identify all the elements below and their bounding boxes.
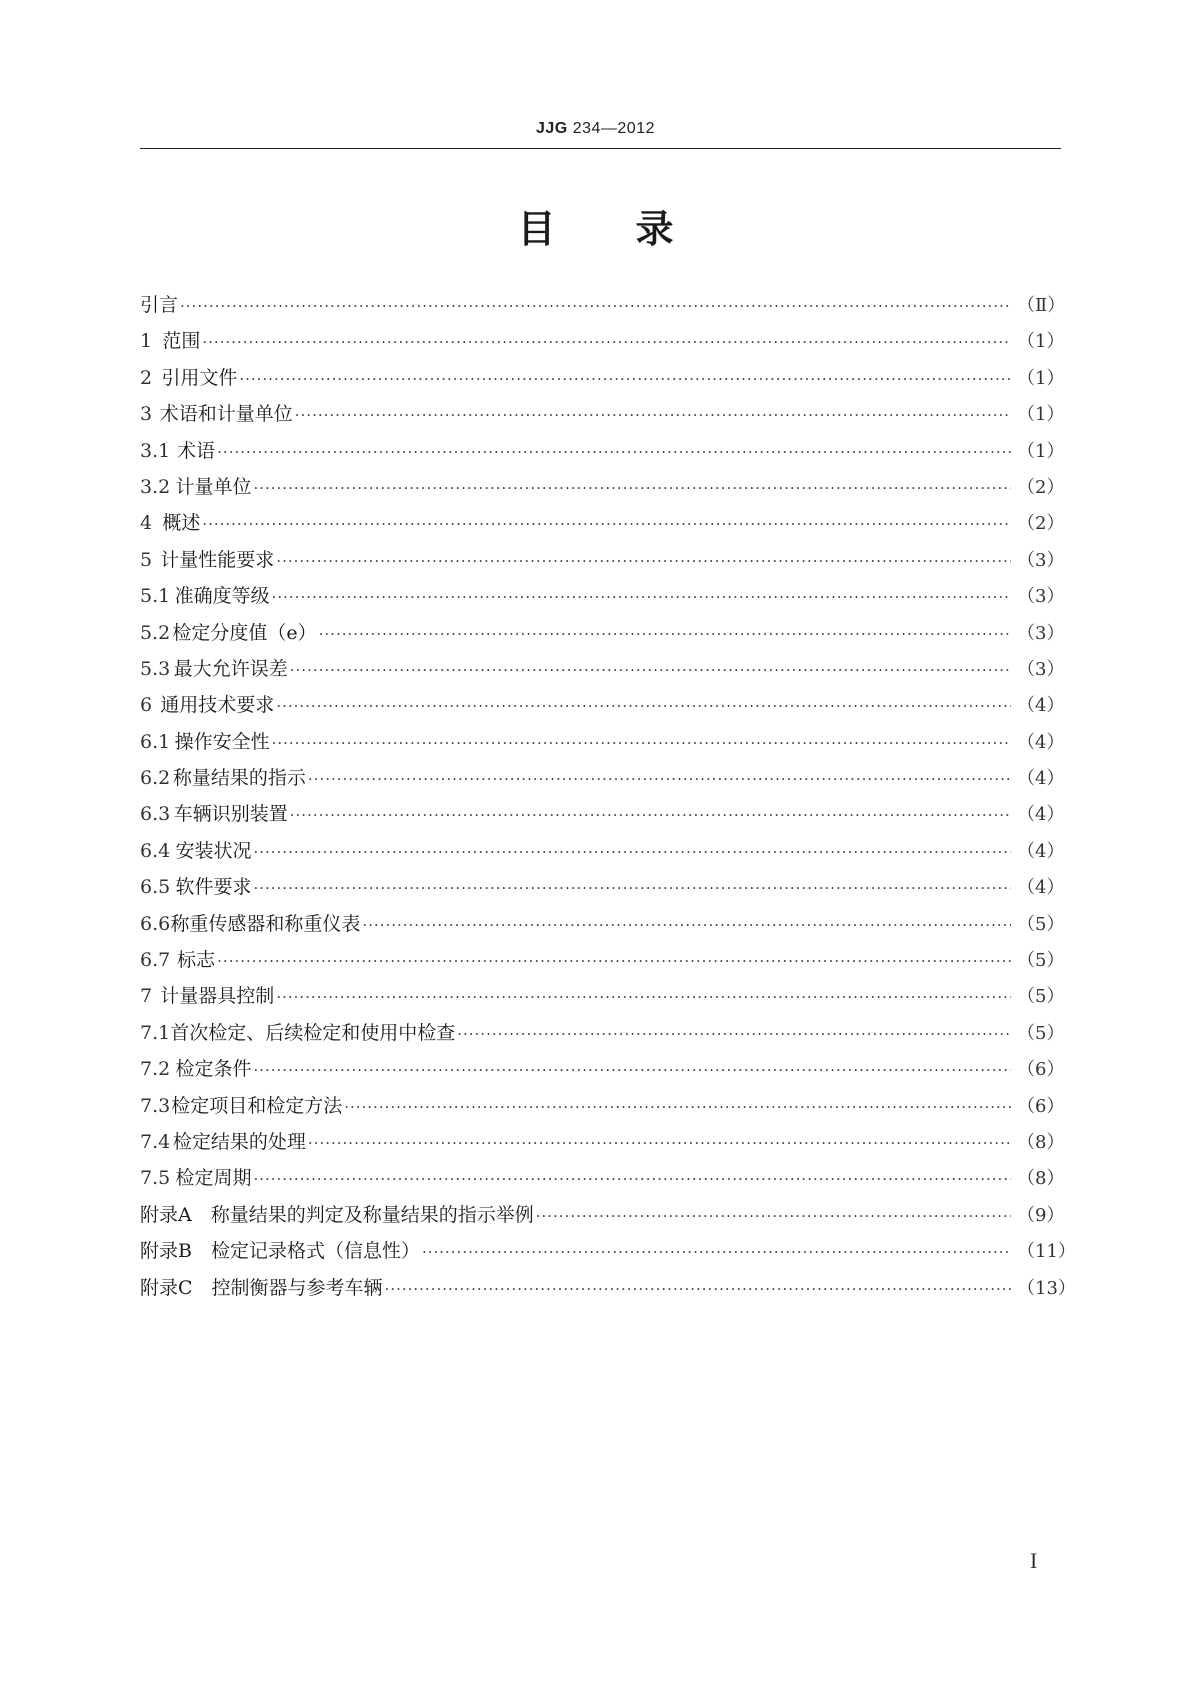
toc-entry-label: 首次检定、后续检定和使用中检查 xyxy=(170,1021,456,1044)
toc-entry[interactable] xyxy=(140,469,1065,505)
toc-entry[interactable] xyxy=(140,724,1065,760)
toc-entry-label: 软件要求 xyxy=(175,876,252,899)
toc-entry-label: 检定结果的处理 xyxy=(172,1130,306,1153)
toc-entry-label: 附录A 称量结果的判定及称量结果的指示举例 xyxy=(140,1203,534,1226)
toc-entry-label: 准确度等级 xyxy=(174,585,270,608)
toc-entry-page: （5） xyxy=(1017,950,1065,972)
toc-entry-page: （8） xyxy=(1017,1168,1065,1190)
toc-entry-page: （4） xyxy=(1017,840,1065,862)
toc-entry-label: 安装状况 xyxy=(175,839,252,862)
dot-leader xyxy=(272,579,1011,615)
dot-leader xyxy=(308,1125,1011,1161)
toc-entry[interactable] xyxy=(140,978,1065,1014)
toc-entry[interactable] xyxy=(140,1197,1065,1233)
dot-leader xyxy=(290,652,1011,688)
dot-leader xyxy=(276,688,1011,724)
toc-entry-label: 概述 xyxy=(162,512,201,535)
toc-entry-number: 6 xyxy=(140,694,153,717)
toc-entry-number: 5 xyxy=(140,548,153,571)
toc-entry-label: 标志 xyxy=(177,949,216,972)
dot-leader xyxy=(202,324,1011,360)
toc-entry-number: 4 xyxy=(140,512,153,535)
toc-entry-page: （6） xyxy=(1017,1095,1065,1117)
dot-leader xyxy=(180,288,1011,324)
toc-entry-page: （11） xyxy=(1017,1241,1076,1263)
toc-entry[interactable] xyxy=(140,287,1066,323)
table-of-contents xyxy=(140,287,1076,1306)
dot-leader xyxy=(290,797,1011,833)
dot-leader xyxy=(422,1234,1011,1270)
toc-entry-number: 5.2 xyxy=(140,621,171,644)
dot-leader xyxy=(308,761,1011,797)
toc-entry-page: （8） xyxy=(1017,1131,1065,1153)
toc-entry-number: 3.1 xyxy=(140,439,171,462)
toc-entry-number: 6.3 xyxy=(140,803,171,826)
toc-entry-label: 引用文件 xyxy=(161,366,238,389)
dot-leader xyxy=(536,1198,1011,1234)
toc-entry-label: 称量结果的指示 xyxy=(172,767,306,790)
toc-entry-label: 术语 xyxy=(177,439,216,462)
toc-entry-page: （5） xyxy=(1017,986,1065,1008)
toc-entry-page: （2） xyxy=(1017,476,1065,498)
toc-entry-page: （5） xyxy=(1017,1022,1065,1044)
dot-leader xyxy=(295,397,1011,433)
toc-entry-page: （4） xyxy=(1017,768,1065,790)
toc-entry[interactable] xyxy=(140,760,1065,796)
toc-entry[interactable] xyxy=(140,1270,1076,1306)
toc-entry-number: 6.5 xyxy=(140,876,171,899)
toc-entry-label: 检定项目和检定方法 xyxy=(171,1094,343,1117)
toc-entry-label: 术语和计量单位 xyxy=(159,403,293,426)
toc-entry-number: 3.2 xyxy=(140,475,171,498)
dot-leader xyxy=(202,506,1011,542)
toc-entry-page: （3） xyxy=(1017,586,1065,608)
toc-entry-page: （1） xyxy=(1017,367,1065,389)
toc-entry[interactable] xyxy=(140,942,1065,978)
page-title: 目录 xyxy=(517,207,754,251)
toc-entry-page: （2） xyxy=(1017,513,1065,535)
toc-entry[interactable] xyxy=(140,360,1065,396)
toc-entry-number: 7.4 xyxy=(140,1130,171,1153)
toc-entry[interactable] xyxy=(140,1015,1065,1051)
toc-entry-number: 2 xyxy=(140,366,153,389)
toc-entry[interactable] xyxy=(140,651,1065,687)
toc-entry-label: 称重传感器和称重仪表 xyxy=(170,912,361,935)
toc-entry-label: 最大允许误差 xyxy=(173,657,288,680)
dot-leader xyxy=(253,1052,1011,1088)
toc-entry-number: 7.3 xyxy=(140,1094,171,1117)
toc-entry[interactable] xyxy=(140,1088,1065,1124)
toc-entry[interactable] xyxy=(140,796,1065,832)
toc-entry-number: 6.7 xyxy=(140,949,171,972)
toc-entry[interactable] xyxy=(140,615,1065,651)
toc-entry[interactable] xyxy=(140,323,1065,359)
toc-entry-label: 附录B 检定记录格式（信息性） xyxy=(140,1240,420,1263)
toc-entry-page: （1） xyxy=(1017,440,1065,462)
toc-entry-number: 5.3 xyxy=(140,657,171,680)
toc-entry-page: （13） xyxy=(1017,1277,1076,1299)
toc-entry-page: （9） xyxy=(1017,1204,1065,1226)
toc-entry-label: 计量器具控制 xyxy=(160,985,275,1008)
standard-code: JJG xyxy=(536,120,568,137)
dot-leader xyxy=(253,834,1011,870)
dot-leader xyxy=(217,434,1011,470)
toc-entry-number: 6.1 xyxy=(140,730,171,753)
toc-entry-page: （5） xyxy=(1017,913,1065,935)
dot-leader xyxy=(457,1016,1011,1052)
toc-entry[interactable] xyxy=(140,906,1065,942)
toc-entry-page: （6） xyxy=(1017,1059,1065,1081)
toc-entry-label: 车辆识别装置 xyxy=(173,803,288,826)
toc-entry-page: （1） xyxy=(1017,404,1065,426)
dot-leader xyxy=(253,1161,1011,1197)
dot-leader xyxy=(276,979,1011,1015)
toc-entry-label: 附录C 控制衡器与参考车辆 xyxy=(140,1276,383,1299)
toc-entry-label: 检定分度值（e） xyxy=(172,621,317,644)
toc-entry[interactable] xyxy=(140,433,1065,469)
toc-entry-page: （4） xyxy=(1017,731,1065,753)
toc-entry-page: （4） xyxy=(1017,804,1065,826)
toc-entry-number: 5.1 xyxy=(140,585,171,608)
page-number: I xyxy=(1030,1548,1038,1573)
dot-leader xyxy=(276,543,1011,579)
toc-entry-number: 6.4 xyxy=(140,839,171,862)
toc-entry[interactable] xyxy=(140,687,1065,723)
toc-entry[interactable] xyxy=(140,869,1065,905)
dot-leader xyxy=(319,616,1011,652)
dot-leader xyxy=(385,1271,1011,1307)
toc-entry-page: （4） xyxy=(1017,877,1065,899)
toc-entry-label: 检定条件 xyxy=(175,1058,252,1081)
toc-entry-number: 7.1 xyxy=(140,1021,171,1044)
toc-entry[interactable] xyxy=(140,833,1065,869)
dot-leader xyxy=(253,870,1011,906)
toc-entry-page: （4） xyxy=(1017,695,1065,717)
toc-entry[interactable] xyxy=(140,542,1065,578)
toc-entry-label: 引言 xyxy=(140,294,179,316)
toc-entry-number: 6.6 xyxy=(140,912,171,935)
toc-entry-label: 操作安全性 xyxy=(174,730,270,753)
toc-entry-number: 3 xyxy=(140,403,153,426)
toc-entry-number: 7.2 xyxy=(140,1058,171,1081)
dot-leader xyxy=(344,1089,1011,1125)
toc-entry-label: 通用技术要求 xyxy=(160,694,275,717)
dot-leader xyxy=(239,361,1011,397)
toc-entry-page: （3） xyxy=(1017,622,1065,644)
toc-entry-page: （Ⅱ） xyxy=(1017,295,1066,316)
toc-entry[interactable] xyxy=(140,396,1065,432)
toc-entry[interactable] xyxy=(140,1233,1076,1269)
toc-entry-label: 计量单位 xyxy=(175,475,252,498)
toc-entry-label: 检定周期 xyxy=(175,1167,252,1190)
dot-leader xyxy=(217,943,1011,979)
document-header xyxy=(0,120,1191,138)
toc-entry-page: （3） xyxy=(1017,658,1065,680)
toc-entry[interactable] xyxy=(140,505,1065,541)
toc-entry-number: 7 xyxy=(140,985,153,1008)
toc-entry-label: 范围 xyxy=(162,330,201,353)
toc-entry-page: （1） xyxy=(1017,331,1065,353)
toc-entry-page: （3） xyxy=(1017,549,1065,571)
toc-entry[interactable] xyxy=(140,1051,1065,1087)
toc-entry-number: 6.2 xyxy=(140,767,171,790)
toc-entry[interactable] xyxy=(140,1160,1065,1196)
toc-entry-number: 1 xyxy=(140,330,153,353)
toc-entry-label: 计量性能要求 xyxy=(160,548,275,571)
dot-leader xyxy=(362,907,1011,943)
dot-leader xyxy=(272,725,1011,761)
toc-entry[interactable] xyxy=(140,1124,1065,1160)
toc-entry-number: 7.5 xyxy=(140,1167,171,1190)
header-rule xyxy=(140,148,1061,149)
dot-leader xyxy=(253,470,1011,506)
toc-entry[interactable] xyxy=(140,578,1065,614)
standard-number: 234—2012 xyxy=(572,120,655,137)
